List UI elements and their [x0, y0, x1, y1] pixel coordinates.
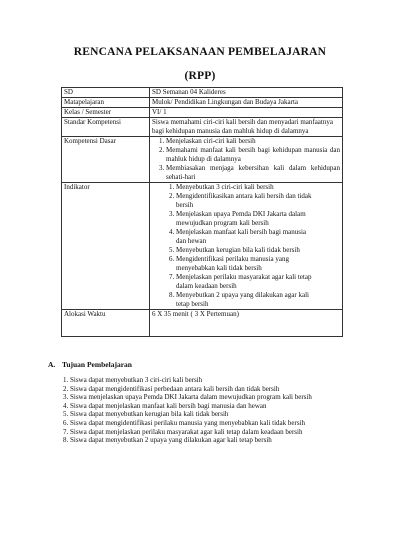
- list-item: 5. Siswa dapat menyebutkan kerugian bila kali tidak bersih: [70, 410, 370, 419]
- list-item: 6. Mengidentifikasi perilaku manusia yang menyebabkan kali tidak bersih: [176, 255, 314, 273]
- list-item: 3. Membiasakan menjaga kebersihan kali dalam kehidupan sehati-hari: [166, 164, 340, 182]
- row-value: [150, 137, 343, 183]
- document-title: RENCANA PELAKSANAAN PEMBELAJARAN: [73, 46, 327, 58]
- table-row-kelas: [62, 108, 343, 118]
- section-heading: [48, 360, 132, 369]
- row-value: [150, 183, 343, 310]
- row-key: Kompetensi Dasar: [62, 137, 150, 183]
- list-item: 3. Siswa menjelaskan upaya Pemda DKI Jakarta dalam mewujudkan program kali bersih: [70, 393, 370, 402]
- list-item: 1. Menyebutkan 3 ciri-ciri kali bersih: [176, 183, 314, 192]
- row-key: Standar Kompetensi: [62, 118, 150, 137]
- list-item: 3. Menjelaskan upaya Pemda DKI Jakarta dalam mewujudkan program kali bersih: [176, 210, 314, 228]
- list-item: 8. Menyebutkan 2 upaya yang dilakukan agar kali tetap bersih: [176, 291, 314, 309]
- row-value: Mulok/ Pendidikan Lingkungan dan Budaya Jakarta: [150, 98, 343, 108]
- row-key: Matapelajaran: [62, 98, 150, 108]
- kompetensi-dasar-list: [152, 137, 340, 182]
- row-value: SD Semanan 04 Kalideres: [150, 88, 343, 98]
- list-item: 6. Siswa dapat mengidentifikasi perilaku manusia yang menyebabkan kali tidak bersih: [70, 419, 370, 428]
- table-row-kompetensi-dasar: [62, 137, 343, 183]
- row-key: Alokasi Waktu: [62, 310, 150, 337]
- list-item: 5. Menyebutkan kerugian bila kali tidak bersih: [176, 246, 314, 255]
- list-item: 2. Siswa dapat mengidentifikasi perbedaan antara kali bersih dan tidak bersih: [70, 385, 370, 394]
- table-row-alokasi-waktu: [62, 310, 343, 337]
- list-item: 1. Menjelaskan ciri-ciri kali bersih: [166, 137, 340, 146]
- rpp-info-table: [61, 87, 343, 337]
- list-item: 1. Siswa dapat menyebutkan 3 ciri-ciri kali bersih: [70, 376, 370, 385]
- row-value: VI/ 1: [150, 108, 343, 118]
- list-item: 7. Menjelaskan perilaku masyarakat agar kali tetap dalam keadaan bersih: [176, 273, 314, 291]
- indikator-list: [152, 183, 340, 309]
- row-value: Siswa memahami ciri-ciri kali bersih dan menyadari manfaatnya bagi kehidupan manusia dan mahluk hidup di dalamnya: [150, 118, 343, 137]
- table-row-sekolah: [62, 88, 343, 98]
- table-row-standar-kompetensi: [62, 118, 343, 137]
- list-item: 8. Siswa dapat menyebutkan 2 upaya yang dilakukan agar kali tetap bersih: [70, 436, 370, 445]
- list-item: 7. Siswa dapat menjelaskan perilaku masyarakat agar kali tetap dalam keadaan bersih: [70, 428, 370, 437]
- list-item: 4. Siswa dapat menjelaskan manfaat kali bersih bagi manusia dan hewan: [70, 402, 370, 411]
- row-value: 6 X 35 menit ( 3 X Pertemuan): [150, 310, 343, 337]
- row-key: SD: [62, 88, 150, 98]
- tujuan-pembelajaran-list: [58, 376, 370, 445]
- list-item: 2. Memahami manfaat kali bersih bagi kehidupan manusia dan mahluk hidup di dalamnya: [166, 146, 340, 164]
- table-row-indikator: [62, 183, 343, 310]
- section-title: Tujuan Pembelajaran: [62, 360, 132, 369]
- list-item: 4. Menjelaskan manfaat kali bersih bagi manusia dan hewan: [176, 228, 314, 246]
- row-key: Indikator: [62, 183, 150, 310]
- table-row-mapel: [62, 98, 343, 108]
- section-label: A.: [48, 360, 56, 369]
- list-item: 2. Mengidentifikasikan antara kali bersih dan tidak bersih: [176, 192, 314, 210]
- row-key: Kelas / Semester: [62, 108, 150, 118]
- document-subtitle: (RPP): [184, 70, 216, 82]
